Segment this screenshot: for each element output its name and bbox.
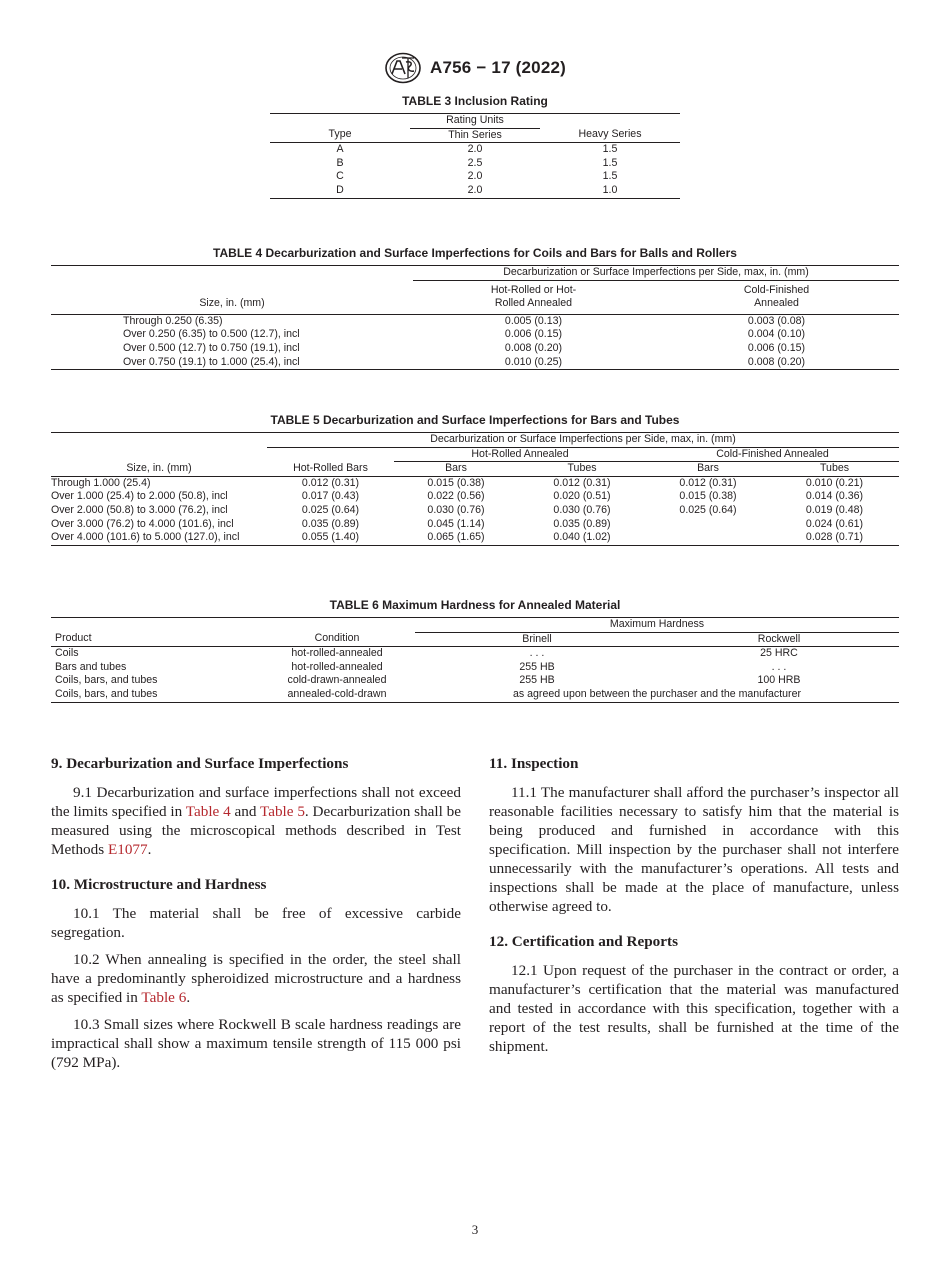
table-5-col-header: Tubes [518, 462, 646, 477]
table-5-col-header: Bars [646, 462, 770, 477]
table-4-grid: Decarburization or Surface Imperfections per Side, max, in. (mm) Hot-Rolled or Hot- Cold-Finished Size, in. (mm) Rolled Annealed Annealed Through 0.250 (6.35) 0.005 (0.13) 0.003 (0.08) Over 0.250 (6.35) to 0.500 (12.7), incl 0.006 (0.15) 0.004 (0.10) Over 0.500 (12.7) to 0.750 (19.1), incl 0.008 (0.20) 0.006 (0.15) Over 0.750 (19.1) to 1.000 (25.4), incl 0.010 (0.25) 0.008 (0.20) [51, 265, 899, 370]
table-row: Coils hot-rolled-annealed . . . 25 HRC [55, 647, 798, 660]
section-10-1: 10.1 The material shall be free of excessive carbide segregation. [51, 905, 461, 941]
section-10-2: 10.2 When annealing is specified in the order, the steel shall have a predominantly spheroidized microstructure and a hardness as specified in Table 6. [51, 951, 461, 1006]
table-5-subgroup-header: Cold-Finished Annealed [646, 447, 899, 462]
astm-logo [384, 52, 422, 84]
table-row: C 2.0 1.5 [336, 170, 618, 183]
table-row: Coils, bars, and tubes annealed-cold-drawn as agreed upon between the purchaser and the manufacturer [51, 688, 899, 702]
table-5-subgroup-header: Hot-Rolled Annealed [394, 447, 646, 462]
table-row: Bars and tubes hot-rolled-annealed 255 HB . . . [55, 660, 787, 673]
section-11-heading: 11. Inspection [489, 755, 579, 772]
section-10-heading: 10. Microstructure and Hardness [51, 876, 267, 893]
table-6-col-header: Rockwell [659, 632, 899, 647]
table-row: Over 0.750 (19.1) to 1.000 (25.4), incl 0.010 (0.25) 0.008 (0.20) [51, 356, 899, 370]
table-row: Over 4.000 (101.6) to 5.000 (127.0), incl 0.055 (1.40) 0.065 (1.65) 0.040 (1.02) 0.028 (0.71) [51, 531, 899, 545]
table-4-col-header: Cold-Finished [743, 283, 810, 296]
table-6-col-header: Condition [259, 632, 415, 647]
table-6-col-header: Brinell [415, 632, 659, 647]
table-4-group-header: Decarburization or Surface Imperfections per Side, max, in. (mm) [413, 266, 899, 281]
table-6-col-header: Product [51, 632, 259, 647]
table-4-title: TABLE 4 Decarburization and Surface Imperfections for Coils and Bars for Balls and Rollers [213, 246, 737, 260]
section-10-3: 10.3 Small sizes where Rockwell B scale hardness readings are impractical shall show a maximum tensile strength of 115 000 psi (792 MPa). [51, 1016, 461, 1071]
right-column [489, 754, 899, 1064]
table-6-title: TABLE 6 Maximum Hardness for Annealed Material [329, 598, 621, 612]
table-row: Over 2.000 (50.8) to 3.000 (76.2), incl 0.025 (0.64) 0.030 (0.76) 0.030 (0.76) 0.025 (0.64) 0.019 (0.48) [51, 503, 864, 516]
section-12-1: 12.1 Upon request of the purchaser in the contract or order, a manufacturer’s certification that the material was manufactured and tested in accordance with this specification, together with a report of the test results, shall be furnished at the time of the shipment. [489, 962, 899, 1055]
table-row: Over 1.000 (25.4) to 2.000 (50.8), incl 0.017 (0.43) 0.022 (0.56) 0.020 (0.51) 0.015 (0.38) 0.014 (0.36) [51, 490, 864, 503]
table-5-link[interactable]: Table 5 [260, 803, 305, 820]
table-5-col-header: Bars [394, 462, 518, 477]
table-4 [51, 246, 899, 370]
table-6 [51, 598, 899, 703]
document-designation: A756 − 17 (2022) [430, 58, 566, 77]
table-6-grid [51, 617, 899, 703]
section-9-heading: 9. Decarburization and Surface Imperfections [51, 755, 349, 772]
section-11-1: 11.1 The manufacturer shall afford the purchaser’s inspector all reasonable facilities necessary to satisfy him that the material is being produced and furnished in accordance with this specification. Mill inspection by the purchaser shall not interfere unnecessarily with the manufacturer’s operations. All tests and inspections shall be made at the place of manufacture, unless otherwise agreed to. [489, 784, 899, 915]
left-column [51, 754, 461, 1080]
table-row: Coils, bars, and tubes cold-drawn-annealed 255 HB 100 HRB [55, 674, 801, 687]
page-number: 3 [471, 1222, 479, 1237]
table-row: Over 0.250 (6.35) to 0.500 (12.7), incl 0.006 (0.15) 0.004 (0.10) [123, 328, 806, 341]
table-6-link[interactable]: Table 6 [141, 989, 187, 1006]
table-4-link[interactable]: Table 4 [185, 803, 231, 820]
table-row: Over 3.000 (76.2) to 4.000 (101.6), incl 0.035 (0.89) 0.045 (1.14) 0.035 (0.89) 0.024 (0.61) [51, 517, 864, 530]
table-row: B 2.5 1.5 [336, 156, 618, 169]
table-5-grid [51, 432, 899, 546]
table-5-col-header: Hot-Rolled Bars [267, 462, 394, 477]
page-header [0, 52, 950, 84]
e1077-link[interactable]: E1077 [107, 841, 148, 858]
table-5-col-header: Size, in. (mm) [51, 462, 267, 477]
table-3-grid [270, 113, 680, 199]
table-3 [270, 94, 680, 199]
section-9-1: 9.1 Decarburization and surface imperfections shall not exceed the limits specified in Table 4 and Table 5. Decarburization shall be measured using the microscopical methods described in Test Methods E1077. [51, 784, 462, 858]
table-row: A 2.0 1.5 [336, 143, 618, 156]
table-3-group-header: Rating Units [410, 114, 540, 129]
table-row: D 2.0 1.0 [270, 184, 680, 198]
table-3-col-header: Heavy Series [540, 128, 680, 143]
table-4-size-header: Size, in. (mm) [51, 297, 413, 314]
table-6-group-header: Maximum Hardness [415, 618, 899, 633]
table-row: Through 1.000 (25.4) 0.012 (0.31) 0.015 (0.38) 0.012 (0.31) 0.012 (0.31) 0.010 (0.21) [51, 476, 864, 489]
table-3-col-header: Type [270, 128, 410, 143]
table-row: Over 0.500 (12.7) to 0.750 (19.1), incl 0.008 (0.20) 0.006 (0.15) [123, 341, 806, 354]
table-3-col-header: Thin Series [410, 128, 540, 143]
table-row: Through 0.250 (6.35) 0.005 (0.13) 0.003 (0.08) [123, 314, 806, 327]
table-5 [51, 413, 899, 546]
table-5-col-header: Tubes [770, 462, 899, 477]
table-3-title: TABLE 3 Inclusion Rating [402, 94, 548, 108]
table-5-title: TABLE 5 Decarburization and Surface Imperfections for Bars and Tubes [270, 413, 680, 427]
table-5-group-header: Decarburization or Surface Imperfections per Side, max, in. (mm) [267, 433, 899, 448]
table-4-col-header: Hot-Rolled or Hot- [490, 283, 577, 296]
section-12-heading: 12. Certification and Reports [489, 933, 678, 950]
